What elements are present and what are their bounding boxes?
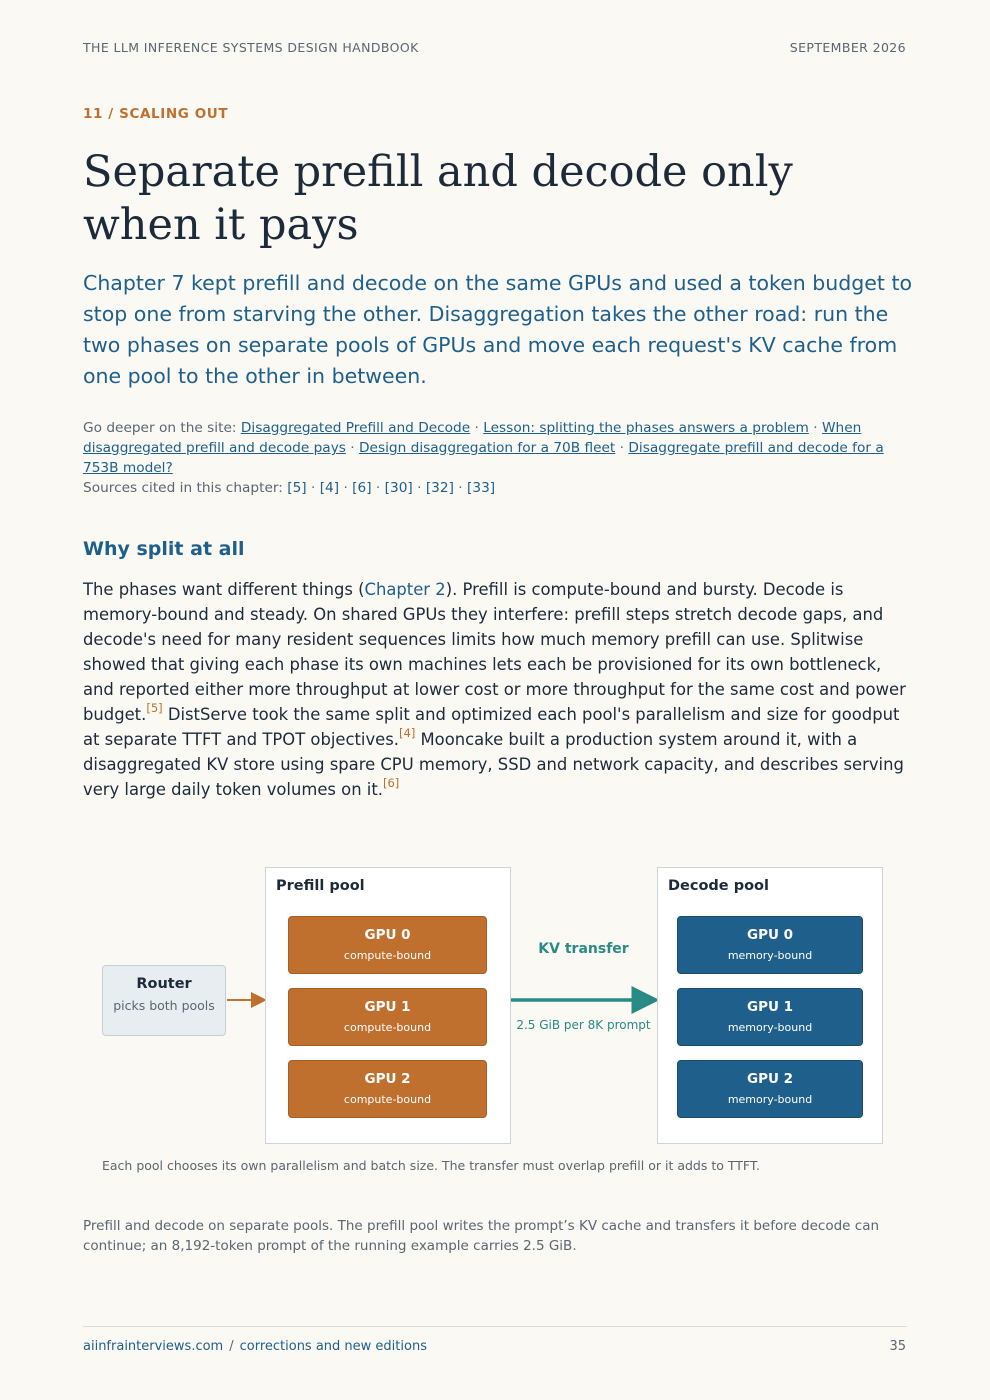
- chapter-lede: Chapter 7 kept prefill and decode on the same GPUs and used a token budget to stop one from starving the other. Disaggregation takes the other road: run the two phases on separate pools of GPUs and move each request's KV cache from one pool to the other in between.: [83, 271, 913, 388]
- separator: ·: [343, 480, 348, 496]
- citation-4[interactable]: [4]: [399, 725, 416, 740]
- prefill-pool: [265, 867, 511, 1144]
- source-link[interactable]: [5]: [287, 480, 307, 496]
- decode-gpu-1: [677, 988, 863, 1046]
- footer-links: [83, 1339, 427, 1354]
- figure-caption: Prefill and decode on separate pools. The prefill pool writes the prompt’s KV cache and transfers it before decode can continue; an 8,192-token prompt of the running example carries 2.5 GiB.: [83, 1218, 880, 1254]
- link-disaggregated-prefill-decode[interactable]: Disaggregated Prefill and Decode: [240, 420, 471, 436]
- body-text-4: Mooncake built a production system around it, with a disaggregated KV store using spare CPU memory, SSD and network capacity, and describes serving very large daily token volumes on it.: [83, 730, 904, 799]
- prefill-gpu-0: [288, 916, 487, 974]
- prefill-pool-title: Prefill pool: [276, 878, 365, 894]
- gpu-name: GPU 2: [364, 1071, 411, 1087]
- separator: ·: [417, 480, 422, 496]
- gpu-bound: memory-bound: [727, 1093, 813, 1106]
- source-link[interactable]: [33]: [467, 480, 496, 496]
- diagram-caption: Each pool chooses its own parallelism and batch size. The transfer must overlap prefill or it adds to TTFT.: [102, 1158, 761, 1173]
- citation-6[interactable]: [6]: [382, 775, 400, 790]
- body-text-2: ). Prefill is compute-bound and bursty. Decode is memory-bound and steady. On shared GPUs they interfere: prefill steps stretch decode gaps, and decode's need for many resident sequences limits how much memory prefill can use. Splitwise showed that giving each phase its own machines lets each be provisioned for its own bottleneck, and reported either more throughput at lower cost or more throughput for the same cost and power budget.: [83, 580, 906, 724]
- separator: ·: [375, 480, 381, 496]
- router-title: Router: [136, 976, 192, 992]
- separator: ·: [310, 480, 316, 496]
- gpu-bound: compute-bound: [343, 949, 432, 962]
- footer-separator: /: [229, 1339, 234, 1354]
- separator: ·: [474, 420, 479, 436]
- section-heading: Why split at all: [83, 538, 245, 560]
- gpu-bound: memory-bound: [727, 1021, 813, 1034]
- gpu-bound: compute-bound: [343, 1093, 432, 1106]
- body-text-3: DistServe took the same split and optimized each pool's parallelism and size for goodput at separate TTFT and TPOT objectives.: [83, 705, 900, 749]
- prefill-gpu-2: [288, 1060, 487, 1118]
- router-node: [102, 965, 226, 1036]
- gpu-name: GPU 0: [364, 927, 411, 943]
- decode-pool-title: Decode pool: [668, 878, 769, 894]
- separator: ·: [619, 440, 625, 456]
- chapter-title: Separate prefill and decode only when it pays: [83, 147, 793, 250]
- kv-transfer-label: KV transfer: [538, 941, 629, 957]
- gpu-name: GPU 0: [746, 927, 794, 943]
- separator: ·: [458, 480, 463, 496]
- separator: ·: [813, 420, 818, 436]
- deeper-intro: Go deeper on the site:: [83, 420, 237, 436]
- page-number: 35: [889, 1339, 906, 1354]
- link-lesson-splitting[interactable]: Lesson: splitting the phases answers a problem: [483, 420, 809, 436]
- prefill-gpu-1: [288, 988, 487, 1046]
- book-title: THE LLM INFERENCE SYSTEMS DESIGN HANDBOOK: [83, 40, 419, 55]
- sources-intro: Sources cited in this chapter:: [83, 480, 283, 496]
- gpu-bound: compute-bound: [343, 1021, 432, 1034]
- gpu-bound: memory-bound: [727, 949, 813, 962]
- site-link[interactable]: aiinfrainterviews.com: [83, 1339, 224, 1354]
- edition-date: SEPTEMBER 2026: [789, 40, 906, 55]
- gpu-name: GPU 1: [746, 999, 794, 1015]
- citation-5[interactable]: [5]: [146, 700, 163, 715]
- link-design-70b[interactable]: Design disaggregation for a 70B fleet: [359, 440, 616, 456]
- decode-gpu-2: [677, 1060, 863, 1118]
- decode-pool: [657, 867, 883, 1144]
- body-text-1: The phases want different things (: [83, 580, 365, 599]
- source-link[interactable]: [30]: [384, 480, 413, 496]
- source-link[interactable]: [32]: [425, 480, 454, 496]
- link-753b-model[interactable]: Disaggregate prefill and decode for a 753B model?: [83, 440, 884, 476]
- link-when-pays[interactable]: When disaggregated prefill and decode pays: [83, 420, 862, 456]
- footer-divider: [83, 1326, 907, 1327]
- gpu-name: GPU 2: [746, 1071, 794, 1087]
- kv-transfer-size: 2.5 GiB per 8K prompt: [516, 1018, 651, 1032]
- separator: ·: [350, 440, 355, 456]
- corrections-link[interactable]: corrections and new editions: [239, 1339, 427, 1354]
- page-footer: [83, 1339, 906, 1354]
- gpu-name: GPU 1: [364, 999, 411, 1015]
- chapter-2-link[interactable]: Chapter 2: [364, 580, 446, 599]
- router-subtitle: picks both pools: [113, 998, 215, 1013]
- source-link[interactable]: [6]: [352, 480, 372, 496]
- source-link[interactable]: [4]: [319, 480, 340, 496]
- chapter-eyebrow: 11 / SCALING OUT: [83, 106, 229, 122]
- decode-gpu-0: [677, 916, 863, 974]
